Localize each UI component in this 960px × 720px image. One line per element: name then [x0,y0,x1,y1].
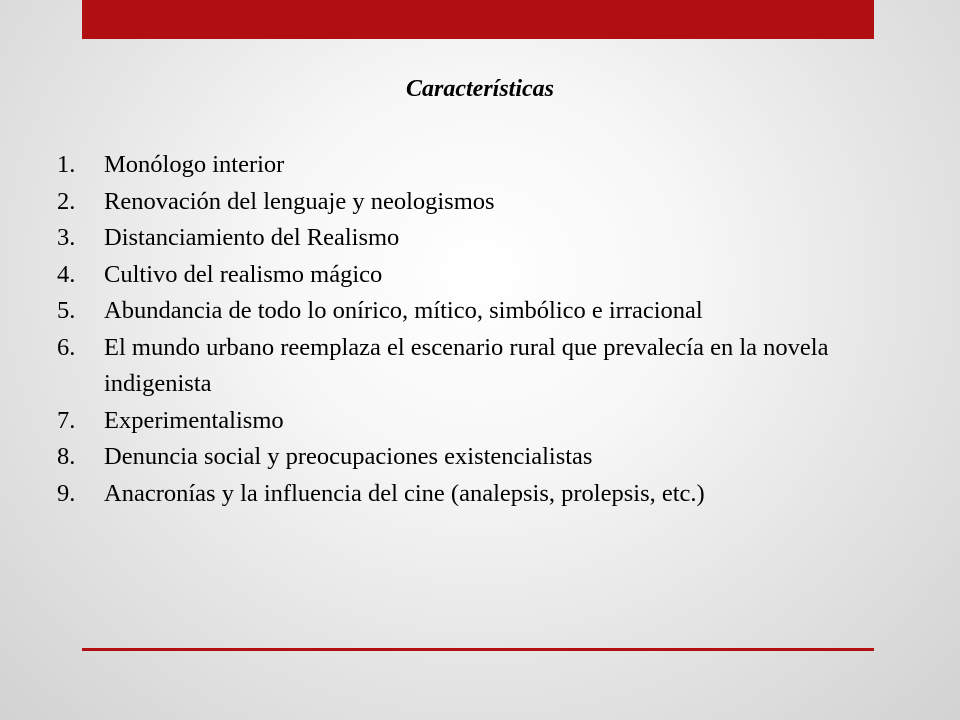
list-item-text: Monólogo interior [104,151,285,178]
list-item-number: 3. [57,224,76,251]
top-accent-bar [82,0,874,39]
list-item-number: 7. [57,406,76,434]
list-item-number: 2. [57,187,76,215]
list-item-text: El mundo urbano reemplaza el escenario rural que prevalecía en la novela indigenista [104,333,829,397]
list-item-number: 6. [57,333,76,361]
list-item-text: Renovación del lenguaje y neologismos [104,187,495,215]
list-item [0,184,960,221]
list-item [0,220,960,257]
slide-title: Características [406,76,554,102]
list-item-text: Anacronías y la influencia del cine (analepsis, prolepsis, etc.) [104,479,705,507]
list-item [0,403,960,440]
list-item-number: 4. [57,260,76,288]
list-item [0,293,960,330]
list-item [0,476,960,513]
characteristics-list [0,147,960,512]
list-item-text: Cultivo del realismo mágico [104,260,383,288]
list-item-number: 8. [57,443,76,470]
bottom-accent-line [82,648,874,651]
list-item-number: 9. [57,479,76,507]
list-item [0,147,960,184]
list-item [0,439,960,476]
list-item-number: 5. [57,297,76,324]
list-item-text: Experimentalismo [104,406,284,434]
list-item [0,257,960,294]
list-item-text: Denuncia social y preocupaciones existencialistas [104,443,593,470]
list-item-text: Abundancia de todo lo onírico, mítico, simbólico e irracional [104,297,703,324]
list-item-text: Distanciamiento del Realismo [104,224,400,251]
list-item-number: 1. [57,151,76,178]
list-item [0,330,960,403]
